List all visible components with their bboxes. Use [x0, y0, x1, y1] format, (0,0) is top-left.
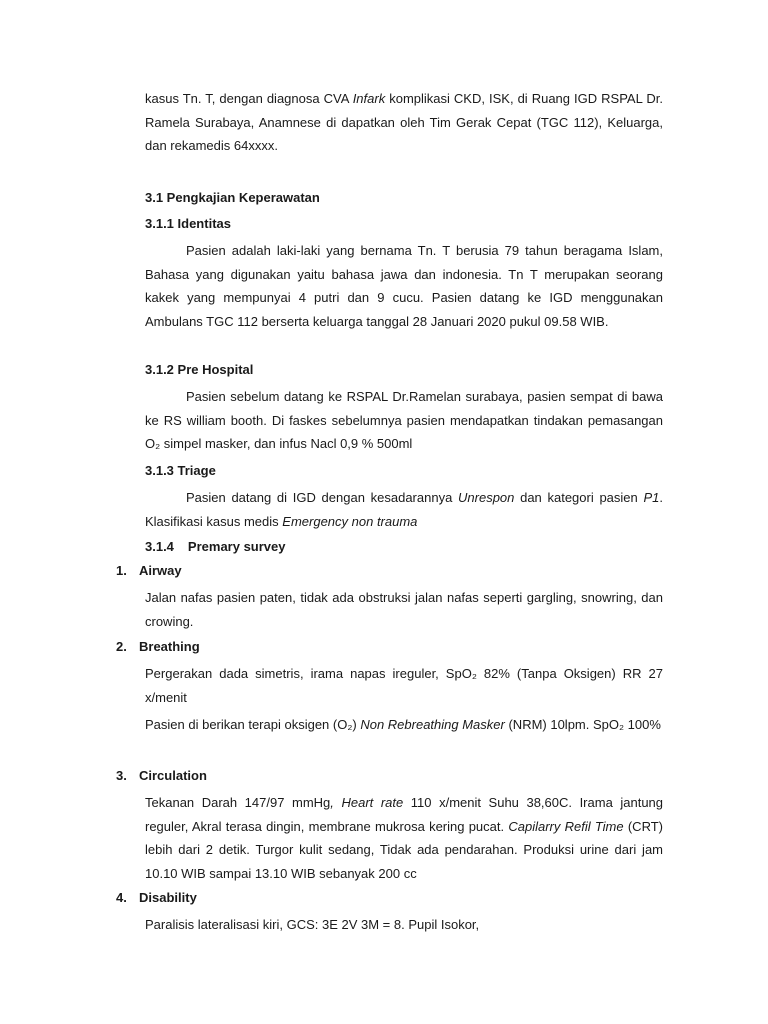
breathing-text-2: (NRM) 10lpm. SpO₂ 100%	[504, 717, 661, 732]
disability-title: Disability	[139, 890, 197, 905]
heading-disability	[116, 888, 197, 908]
breathing-paragraph-2	[145, 713, 663, 737]
intro-paragraph	[145, 87, 663, 158]
triage-text-3: . Klasifikasi kasus medis	[145, 490, 663, 529]
circulation-italic-heart-rate: , Heart rate	[330, 795, 404, 810]
circulation-paragraph	[145, 791, 663, 885]
heading-breathing	[116, 637, 200, 657]
heading-triage: 3.1.3 Triage	[145, 463, 216, 478]
circulation-text-3: (CRT) lebih dari 2 detik. Turgor kulit sedang, Tidak ada pendarahan. Produksi urine dari jam 10.10 WIB sampai 13.10 WIB sebanyak 200 cc	[145, 818, 663, 881]
breathing-italic: Non Rebreathing Masker	[360, 717, 505, 732]
disability-number: 4.	[116, 890, 127, 905]
disability-paragraph: Paralisis lateralisasi kiri, GCS: 3E 2V 3M = 8. Pupil Isokor,	[145, 917, 480, 932]
heading-circulation	[116, 766, 207, 786]
circulation-text-2: 110 x/menit Suhu 38,60C. Irama jantung reguler, Akral terasa dingin, membrane mukrosa kering pucat.	[145, 795, 664, 834]
triage-italic-emergency: Emergency non trauma	[282, 513, 418, 529]
triage-paragraph	[145, 486, 663, 533]
triage-text-2: dan kategori pasien	[514, 490, 644, 505]
primary-survey-title: Premary survey	[187, 539, 286, 554]
breathing-number: 2.	[116, 639, 127, 654]
circulation-number: 3.	[116, 768, 127, 783]
circulation-text: Tekanan Darah 147/97 mmHg	[145, 795, 331, 810]
heading-primary-survey	[145, 537, 286, 557]
airway-number: 1.	[116, 563, 127, 578]
triage-italic-unrespon: Unrespon	[458, 490, 515, 505]
triage-text: Pasien datang di IGD dengan kesadarannya	[186, 490, 459, 505]
triage-italic-p1: P1	[643, 490, 660, 505]
intro-text: kasus Tn. T, dengan diagnosa CVA	[145, 91, 353, 106]
heading-identitas: 3.1.1 Identitas	[145, 216, 231, 231]
intro-italic: Infark	[352, 91, 386, 106]
breathing-text: Pasien di berikan terapi oksigen (O₂)	[145, 717, 361, 732]
breathing-paragraph-1: Pergerakan dada simetris, irama napas ireguler, SpO₂ 82% (Tanpa Oksigen) RR 27 x/menit	[145, 666, 663, 705]
primary-survey-number: 3.1.4	[145, 539, 174, 554]
airway-paragraph: Jalan nafas pasien paten, tidak ada obstruksi jalan nafas seperti gargling, snowring, dan crowing.	[145, 590, 663, 629]
section-heading-3-1: 3.1 Pengkajian Keperawatan	[145, 190, 320, 205]
identitas-paragraph: Pasien adalah laki-laki yang bernama Tn. T berusia 79 tahun beragama Islam, Bahasa yang digunakan yaitu bahasa jawa dan indonesia. Tn T merupakan seorang kakek yang mempunyai 4 putri dan 9 cucu. Pasien datang ke IGD menggunakan Ambulans TGC 112 berserta keluarga tanggal 28 Januari 2020 pukul 09.58 WIB.	[145, 243, 663, 329]
intro-text-cont: komplikasi CKD, ISK, di Ruang IGD RSPAL Dr. Ramela Surabaya, Anamnese di dapatkan oleh Tim Gerak Cepat (TGC 112), Keluarga, dan rekamedis 64xxxx.	[145, 91, 663, 153]
circulation-title: Circulation	[139, 768, 207, 783]
heading-airway	[116, 561, 182, 581]
heading-pre-hospital: 3.1.2 Pre Hospital	[145, 362, 254, 377]
breathing-title: Breathing	[139, 639, 200, 654]
pre-hospital-paragraph: Pasien sebelum datang ke RSPAL Dr.Ramelan surabaya, pasien sempat di bawa ke RS william booth. Di faskes sebelumnya pasien mendapatkan tindakan pemasangan O₂ simpel masker, dan infus Nacl 0,9 % 500ml	[145, 389, 663, 451]
airway-title: Airway	[139, 563, 182, 578]
circulation-italic-crt: Capilarry Refil Time	[508, 818, 624, 834]
